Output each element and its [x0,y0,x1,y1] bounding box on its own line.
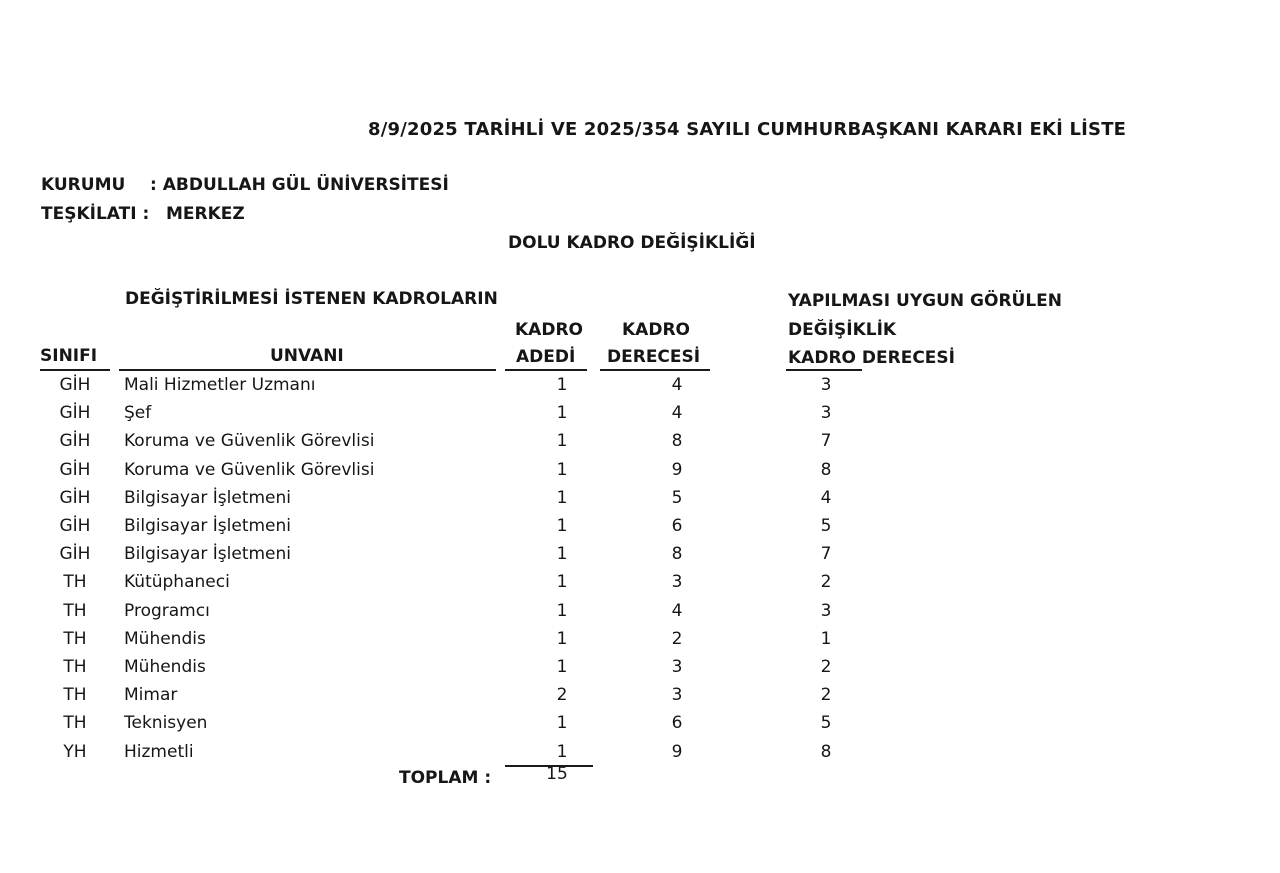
table-row [0,457,1280,485]
cell-yeni-derece: 3 [820,375,832,395]
cell-kadro-derecesi: 6 [671,713,683,734]
table-row [0,739,1280,767]
underline-kadro-derecesi [600,369,710,371]
cell-sinifi: GİH [59,375,91,395]
cell-kadro-adedi: 2 [556,685,568,706]
cell-kadro-adedi: 1 [556,487,568,508]
cell-unvani: Bilgisayar İşletmeni [124,487,292,508]
cell-kadro-adedi: 1 [556,375,568,395]
underline-yeni-derece [786,369,862,371]
cell-yeni-derece: 7 [820,431,832,452]
cell-sinifi: TH [63,600,87,621]
teskilati-label: TEŞKİLATI : [41,204,150,224]
cell-unvani: Kütüphaneci [124,572,230,593]
table-row [0,541,1280,569]
cell-unvani: Bilgisayar İşletmeni [124,544,292,565]
cell-unvani: Koruma ve Güvenlik Görevlisi [124,459,375,480]
cell-unvani: Mimar [124,685,178,706]
cell-kadro-adedi: 1 [556,600,568,621]
cell-unvani: Hizmetli [124,741,194,762]
cell-kadro-derecesi: 5 [671,487,683,508]
cell-unvani: Mali Hizmetler Uzmanı [124,375,316,395]
cell-unvani: Şef [124,403,152,424]
cell-unvani: Bilgisayar İşletmeni [124,516,292,536]
cell-unvani: Teknisyen [124,713,208,734]
cell-kadro-derecesi: 3 [671,572,683,593]
cell-unvani: Mühendis [124,628,206,649]
cell-yeni-derece: 3 [820,403,832,424]
col-header-sinifi: SINIFI [40,346,98,366]
cell-yeni-derece: 2 [820,685,832,706]
cell-yeni-derece: 8 [820,459,832,480]
underline-sinifi [40,369,110,371]
table-row [0,372,1280,400]
kurumu-value: : ABDULLAH GÜL ÜNİVERSİTESİ [150,175,449,195]
cell-yeni-derece: 5 [820,713,832,734]
table-row [0,569,1280,597]
table-row [0,710,1280,738]
section-title: DOLU KADRO DEĞİŞİKLİĞİ [508,233,756,253]
cell-yeni-derece: 2 [820,657,832,677]
cell-kadro-derecesi: 8 [671,544,683,565]
cell-sinifi: TH [63,685,87,706]
cell-sinifi: GİH [59,403,91,424]
col-header-yeni-derece: KADRO DERECESİ [788,348,955,368]
document-title: 8/9/2025 TARİHLİ VE 2025/354 SAYILI CUMHURBAŞKANI KARARI EKİ LİSTE [368,119,1127,140]
cell-yeni-derece: 8 [820,741,832,762]
cell-kadro-derecesi: 3 [671,685,683,706]
cell-yeni-derece: 1 [820,628,832,649]
cell-kadro-adedi: 1 [556,657,568,677]
cell-kadro-derecesi: 4 [671,600,683,621]
underline-unvani [119,369,496,371]
cell-kadro-derecesi: 3 [671,657,683,677]
cell-kadro-derecesi: 2 [671,628,683,649]
cell-unvani: Programcı [124,600,210,621]
table-row [0,682,1280,710]
total-label: TOPLAM : [399,768,492,788]
cell-yeni-derece: 2 [820,572,832,593]
cell-kadro-derecesi: 4 [671,375,683,395]
cell-sinifi: GİH [59,487,91,508]
table-row [0,400,1280,428]
table-row [0,598,1280,626]
col-header-kadro-derecesi-line1: KADRO [622,320,690,340]
cell-kadro-adedi: 1 [556,628,568,649]
kurumu-label: KURUMU [41,175,126,195]
cell-yeni-derece: 7 [820,544,832,565]
table-row [0,513,1280,541]
col-header-unvani: UNVANI [270,346,344,366]
cell-sinifi: TH [63,572,87,593]
cell-kadro-adedi: 1 [556,741,568,762]
cell-yeni-derece: 5 [820,516,832,536]
teskilati-value: MERKEZ [166,204,245,224]
table-row [0,428,1280,456]
cell-kadro-adedi: 1 [556,544,568,565]
cell-kadro-derecesi: 4 [671,403,683,424]
left-group-header: DEĞİŞTİRİLMESİ İSTENEN KADROLARIN [125,289,498,309]
right-group-header-line2: DEĞİŞİKLİK [788,320,897,340]
cell-sinifi: GİH [59,459,91,480]
cell-kadro-derecesi: 6 [671,516,683,536]
cell-sinifi: TH [63,657,87,677]
right-group-header-line1: YAPILMASI UYGUN GÖRÜLEN [788,291,1063,311]
cell-sinifi: TH [63,628,87,649]
table-row [0,485,1280,513]
cell-unvani: Mühendis [124,657,206,677]
cell-kadro-derecesi: 9 [671,741,683,762]
cell-kadro-derecesi: 9 [671,459,683,480]
cell-yeni-derece: 4 [820,487,832,508]
table-row [0,654,1280,682]
cell-unvani: Koruma ve Güvenlik Görevlisi [124,431,375,452]
cell-sinifi: TH [63,713,87,734]
col-header-kadro-adedi-line2: ADEDİ [516,347,576,367]
underline-kadro-adedi [505,369,587,371]
table-row [0,626,1280,654]
cell-kadro-adedi: 1 [556,431,568,452]
cell-kadro-adedi: 1 [556,403,568,424]
total-value: 15 [546,764,568,784]
cell-sinifi: YH [63,741,87,762]
col-header-kadro-derecesi-line2: DERECESİ [607,347,701,367]
cell-kadro-adedi: 1 [556,459,568,480]
cell-kadro-adedi: 1 [556,713,568,734]
cell-yeni-derece: 3 [820,600,832,621]
cell-sinifi: GİH [59,431,91,452]
cell-sinifi: GİH [59,516,91,536]
cell-sinifi: GİH [59,544,91,565]
cell-kadro-adedi: 1 [556,572,568,593]
cell-kadro-derecesi: 8 [671,431,683,452]
cell-kadro-adedi: 1 [556,516,568,536]
col-header-kadro-adedi-line1: KADRO [515,320,583,340]
